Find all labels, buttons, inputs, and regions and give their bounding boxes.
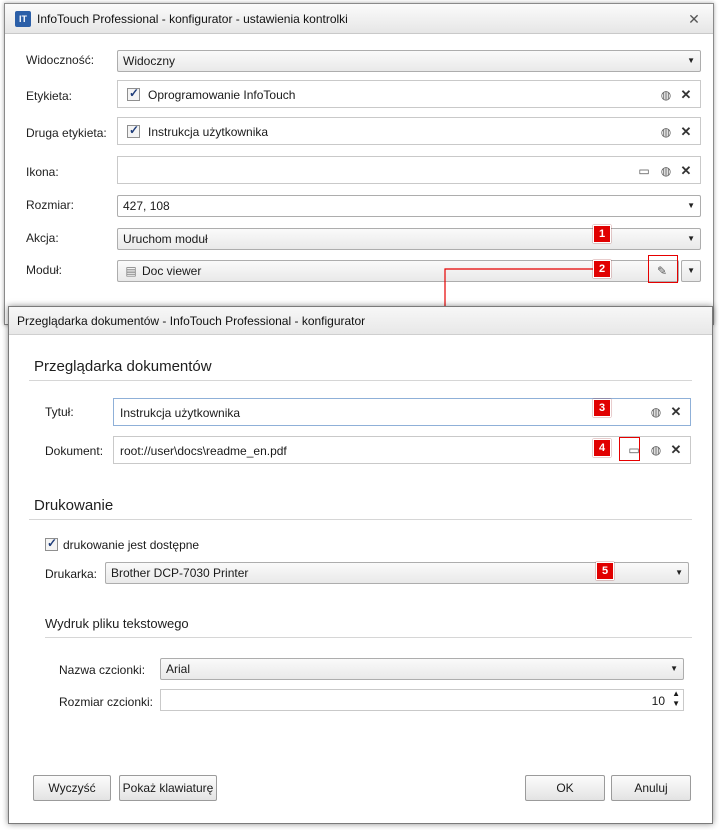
divider (45, 637, 692, 638)
font-size-label: Rozmiar czcionki: (59, 695, 154, 709)
icon-label: Ikona: (26, 165, 59, 179)
print-enabled-label: drukowanie jest dostępne (63, 538, 200, 552)
chevron-down-icon: ▼ (687, 266, 695, 275)
action-label: Akcja: (26, 231, 59, 245)
window-close-button[interactable]: ✕ (688, 11, 700, 27)
size-label: Rozmiar: (26, 198, 75, 212)
globe-icon[interactable]: ◍ (650, 405, 662, 419)
annotation-badge: 3 (593, 399, 611, 417)
clear-icon[interactable]: ✕ (680, 163, 692, 178)
divider (29, 519, 692, 520)
label-label: Etykieta: (26, 89, 73, 103)
chevron-down-icon: ▼ (687, 234, 695, 243)
chevron-down-icon: ▼ (670, 664, 678, 673)
section-heading-printing: Drukowanie (34, 497, 114, 514)
chevron-down-icon: ▼ (687, 56, 695, 65)
action-value: Uruchom moduł (123, 232, 208, 246)
window-title: InfoTouch Professional - konfigurator - ustawienia kontrolki (37, 12, 348, 26)
subsection-heading-text-print: Wydruk pliku tekstowego (45, 616, 189, 631)
size-value: 427, 108 (123, 199, 170, 213)
visibility-label: Widoczność: (26, 53, 95, 67)
spin-arrows-icon[interactable]: ▲ ▼ (672, 689, 680, 708)
section-heading-viewer: Przeglądarka dokumentów (34, 358, 212, 375)
globe-icon[interactable]: ◍ (660, 88, 672, 102)
show-keyboard-button[interactable]: Pokaż klawiaturę (119, 775, 217, 801)
globe-icon[interactable]: ◍ (660, 164, 672, 178)
clear-icon[interactable]: ✕ (670, 442, 682, 457)
title-field-label: Tytuł: (45, 405, 74, 419)
document-icon: ▤ (125, 264, 137, 278)
highlight-box (619, 437, 640, 461)
app-logo-icon: IT (15, 11, 31, 27)
annotation-badge: 2 (593, 260, 611, 278)
cancel-button[interactable]: Anuluj (611, 775, 691, 801)
folder-icon[interactable]: ▭ (628, 443, 640, 457)
annotation-badge: 4 (593, 439, 611, 457)
annotation-badge: 5 (596, 562, 614, 580)
dialog-title-bar (9, 307, 712, 335)
label-value: Oprogramowanie InfoTouch (148, 88, 296, 102)
edit-icon[interactable]: ✎ (656, 264, 668, 278)
second-label-value: Instrukcja użytkownika (148, 125, 269, 139)
chevron-down-icon: ▼ (675, 568, 683, 577)
clear-icon[interactable]: ✕ (680, 87, 692, 102)
globe-icon[interactable]: ◍ (650, 443, 662, 457)
dialog-title: Przeglądarka dokumentów - InfoTouch Professional - konfigurator (17, 314, 366, 328)
font-name-label: Nazwa czcionki: (59, 663, 146, 677)
font-size-value: 10 (651, 694, 665, 708)
clear-button[interactable]: Wyczyść (33, 775, 111, 801)
font-size-stepper[interactable] (160, 689, 684, 711)
annotation-badge: 1 (593, 225, 611, 243)
folder-icon[interactable]: ▭ (638, 164, 650, 178)
divider (29, 380, 692, 381)
clear-icon[interactable]: ✕ (670, 404, 682, 419)
printer-label: Drukarka: (45, 567, 98, 581)
font-name-combobox[interactable] (160, 658, 684, 680)
chevron-down-icon: ▼ (687, 201, 695, 210)
module-label: Moduł: (26, 263, 63, 277)
module-value: Doc viewer (142, 264, 202, 278)
clear-icon[interactable]: ✕ (680, 124, 692, 139)
second-label-label: Druga etykieta: (26, 126, 107, 140)
visibility-value: Widoczny (123, 54, 176, 68)
print-enabled-checkbox[interactable] (45, 538, 58, 551)
document-input-value: root://user\docs\readme_en.pdf (120, 444, 287, 458)
globe-icon[interactable]: ◍ (660, 125, 672, 139)
document-field-label: Dokument: (45, 444, 104, 458)
printer-value: Brother DCP-7030 Printer (111, 566, 249, 580)
title-input-value: Instrukcja użytkownika (120, 406, 241, 420)
font-name-value: Arial (166, 662, 191, 676)
ok-button[interactable]: OK (525, 775, 605, 801)
